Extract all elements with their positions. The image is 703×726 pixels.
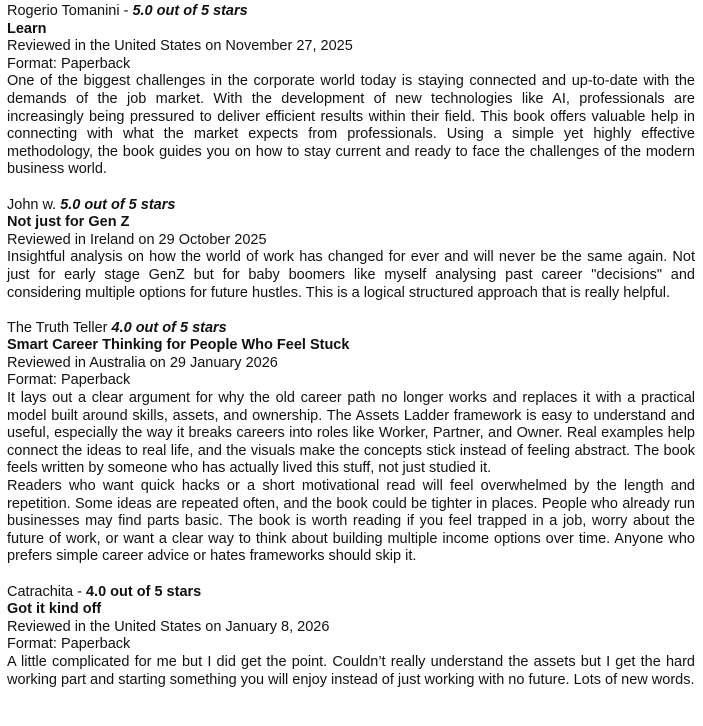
review-item [7, 197, 695, 303]
review-header [7, 320, 695, 338]
review-body [7, 73, 695, 179]
review-item [7, 3, 695, 179]
review-header [7, 3, 695, 21]
star-rating: 5.0 out of 5 stars [60, 196, 176, 213]
review-title[interactable]: Smart Career Thinking for People Who Feel Stuck [7, 337, 350, 354]
review-body [7, 249, 695, 302]
review-location-date: Reviewed in Australia on 29 January 2026 [7, 354, 278, 371]
star-rating: 5.0 out of 5 stars [132, 3, 248, 19]
review-paragraph: One of the biggest challenges in the corporate world today is staying connected and up-to-date with the demands of the job market. With the development of new technologies like AI, professionals are increasingly being pressured to deliver efficient results within their field. This book offers valuable help in connecting with what the market expects from professionals. Using a simple yet highly effective methodology, the book guides you on how to stay current and ready to face the challenges of the modern business world. [7, 73, 695, 178]
review-paragraph: Readers who want quick hacks or a short motivational read will feel overwhelmed by the length and repetition. Some ideas are repeated often, and the book could be tighter in places. People who already run businesses may find parts basic. The book is worth reading if you feel trapped in a job, worry about the future of work, or want a clear way to think about building multiple income options over time. Anyone who prefers simple career advice or hates frameworks should skip it. [7, 478, 695, 565]
review-header [7, 197, 695, 215]
review-title[interactable]: Not just for Gen Z [7, 214, 130, 231]
review-title[interactable]: Got it kind off [7, 601, 102, 618]
review-item [7, 584, 695, 690]
header-separator: - [73, 583, 86, 600]
review-paragraph: A little complicated for me but I did get the point. Couldn’t really understand the assets but I get the hard working part and starting something you will enjoy instead of just working with no future. Lots of new words. [7, 653, 695, 688]
reviewer-name[interactable]: Catrachita [7, 583, 74, 600]
review-format: Format: Paperback [7, 636, 131, 653]
review-item [7, 320, 695, 566]
reviewer-name[interactable]: Rogerio Tomanini [7, 3, 120, 19]
star-rating: 4.0 out of 5 stars [85, 583, 202, 600]
review-location-date: Reviewed in the United States on January 8, 2026 [7, 618, 330, 635]
review-body [7, 654, 695, 689]
review-paragraph: Insightful analysis on how the world of work has changed for ever and will never be the same again. Not just for early stage GenZ but for baby boomers like myself analysing past career "decisions" and considering multiple options for future hustles. This is a logical structured approach that is really helpful. [7, 249, 695, 301]
review-format: Format: Paperback [7, 55, 131, 72]
header-separator: - [119, 3, 133, 19]
review-location-date: Reviewed in Ireland on 29 October 2025 [7, 231, 267, 248]
star-rating: 4.0 out of 5 stars [111, 319, 227, 336]
review-header [7, 584, 695, 602]
reviewer-name[interactable]: John w. [7, 196, 57, 213]
review-location-date: Reviewed in the United States on November 27, 2025 [7, 38, 353, 55]
review-title[interactable]: Learn [7, 20, 47, 37]
review-format: Format: Paperback [7, 372, 131, 389]
review-paragraph: It lays out a clear argument for why the old career path no longer works and replaces it with a practical model built around skills, assets, and ownership. The Assets Ladder framework is easy to understand and useful, especially the way it breaks careers into roles like Worker, Partner, and Owner. Real examples help connect the ideas to real life, and the visuals make the concepts stick instead of feeling abstract. The book feels written by someone who has actually lived this stuff, not just studied it. [7, 390, 695, 477]
reviewer-name[interactable]: The Truth Teller [7, 319, 108, 336]
review-body [7, 390, 695, 566]
